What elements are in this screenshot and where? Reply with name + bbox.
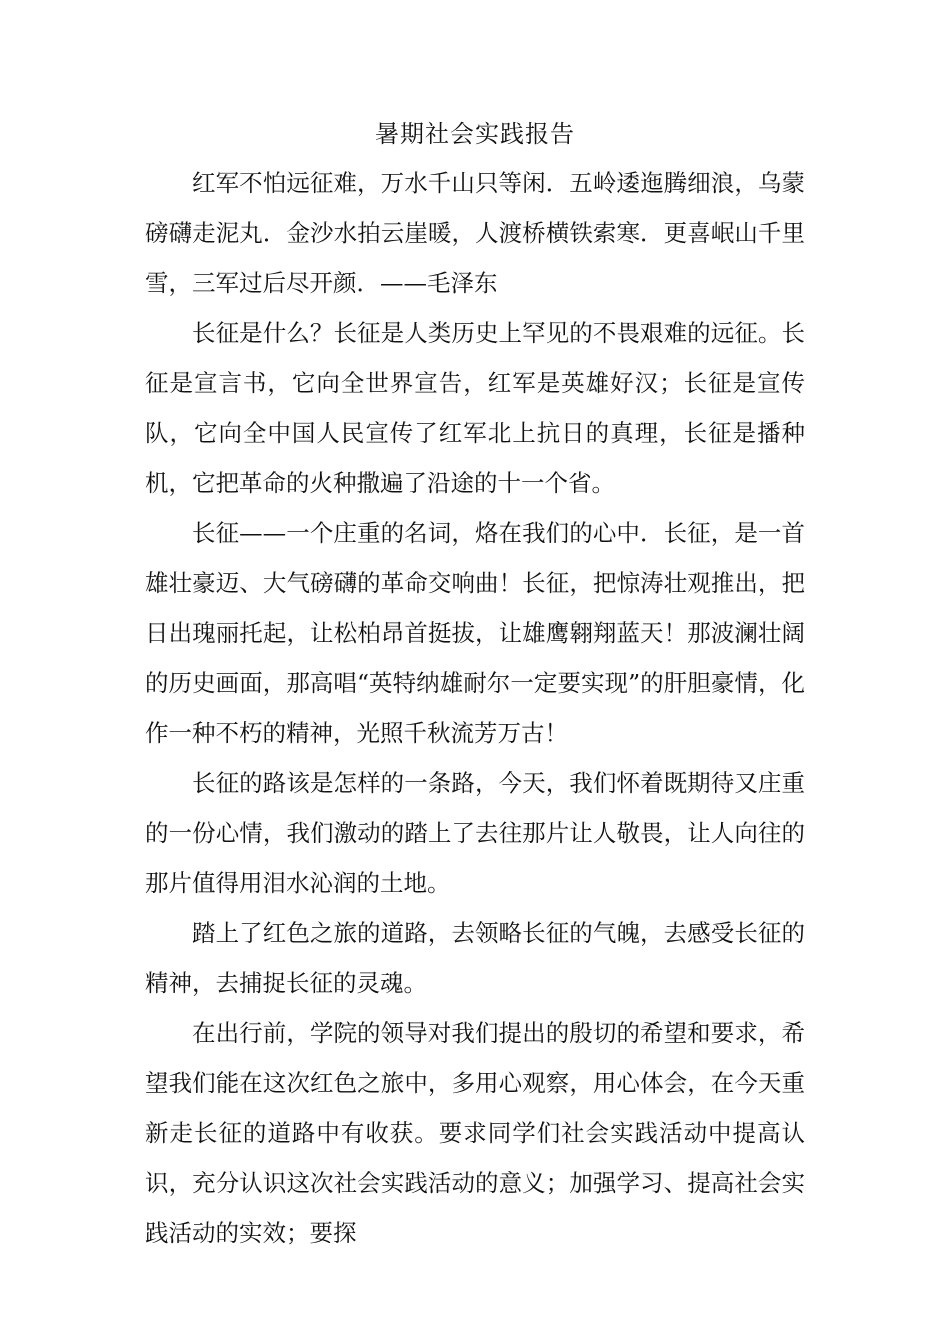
- paragraph-before-departure: 在出行前，学院的领导对我们提出的殷切的希望和要求，希望我们能在这次红色之旅中，多用心观察，用心体会，在今天重新走长征的道路中有收获。要求同学们社会实践活动中提高认识，充分认识这次社会实践活动的意义；加强学习、提高社会实践活动的实效；要探: [145, 1019, 805, 1247]
- paragraph-what-is-long-march: 长征是什么？长征是人类历史上罕见的不畏艰难的远征。长征是宣言书，它向全世界宣告，红军是英雄好汉；长征是宣传队，它向全中国人民宣传了红军北上抗日的真理，长征是播种机，它把革命的火种撒遍了沿途的十一个省。: [145, 319, 805, 497]
- document-body: [145, 110, 805, 1258]
- paragraph-red-journey: 踏上了红色之旅的道路，去领略长征的气魄，去感受长征的精神，去捕捉长征的灵魂。: [145, 919, 805, 997]
- paragraph-poem: 红军不怕远征难，万水千山只等闲．五岭逶迤腾细浪，乌蒙磅礴走泥丸．金沙水拍云崖暖，人渡桥横铁索寒．更喜岷山千里雪，三军过后尽开颜．——毛泽东: [145, 169, 805, 297]
- paragraph-long-march-symphony: 长征——一个庄重的名词，烙在我们的心中．长征，是一首雄壮豪迈、大气磅礴的革命交响曲！长征，把惊涛壮观推出，把日出瑰丽托起，让松柏昂首挺拔，让雄鹰翱翔蓝天！那波澜壮阔的历史画面，那高唱“英特纳雄耐尔一定要实现”的肝胆豪情，化作一种不朽的精神，光照千秋流芳万古！: [145, 519, 805, 747]
- document-title: 暑期社会实践报告: [375, 120, 575, 148]
- paragraph-the-road: 长征的路该是怎样的一条路，今天，我们怀着既期待又庄重的一份心情，我们激动的踏上了去往那片让人敬畏，让人向往的那片值得用泪水沁润的土地。: [145, 769, 805, 897]
